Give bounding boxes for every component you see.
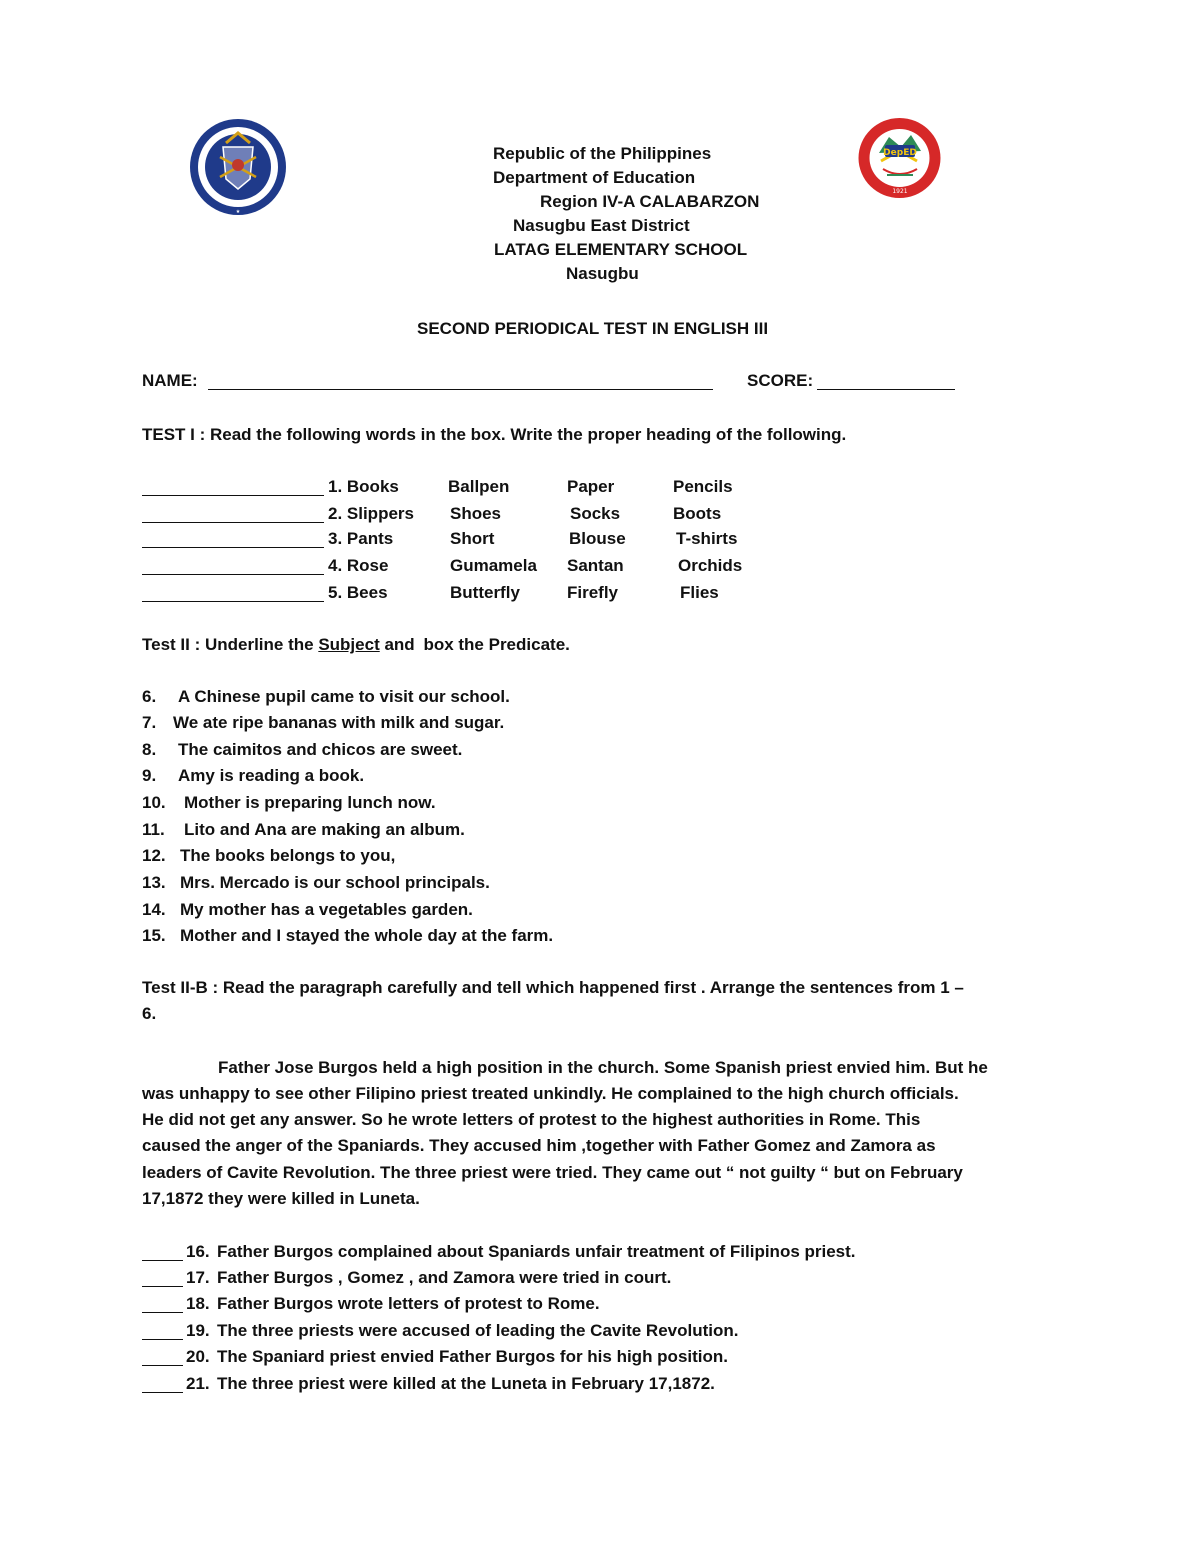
paragraph-line: Father Jose Burgos held a high position in the church. Some Spanish priest envied him. But he	[218, 1058, 988, 1077]
test1-word: Pencils	[673, 477, 733, 496]
sentence-item: Mother is preparing lunch now.	[184, 793, 436, 812]
sentence-item: Lito and Ana are making an album.	[184, 820, 465, 839]
page-title: SECOND PERIODICAL TEST IN ENGLISH III	[417, 319, 769, 338]
right-seal-year: 1921	[892, 188, 908, 195]
item-number: 18.	[186, 1294, 210, 1313]
test1-item: 3. Pants	[328, 529, 394, 548]
header-region: Region IV-A CALABARZON	[540, 192, 760, 211]
sequence-item: Father Burgos wrote letters of protest to Rome.	[217, 1294, 600, 1313]
sentence-item: My mother has a vegetables garden.	[180, 900, 473, 919]
paragraph-line: leaders of Cavite Revolution. The three priest were tried. They came out “ not guilty “ but on February	[142, 1163, 963, 1182]
test1-word: Orchids	[678, 556, 743, 575]
sentence-item: We ate ripe bananas with milk and sugar.	[173, 713, 505, 732]
test1-word: T-shirts	[676, 529, 738, 548]
test1-word: Shoes	[450, 504, 502, 523]
svg-text:★: ★	[235, 209, 241, 215]
test1-word: Gumamela	[450, 556, 537, 575]
sentence-item: The books belongs to you,	[180, 846, 396, 865]
header-republic: Republic of the Philippines	[493, 144, 712, 163]
sequence-item: The three priests were accused of leading the Cavite Revolution.	[217, 1321, 739, 1340]
sequence-item: Father Burgos complained about Spaniards unfair treatment of Filipinos priest.	[217, 1242, 856, 1261]
test2-instruction-part: and	[384, 635, 415, 654]
sequence-answer-blank[interactable]	[142, 1348, 183, 1366]
name-label: NAME:	[142, 371, 198, 390]
test1-word: Socks	[570, 504, 621, 523]
name-field[interactable]	[208, 372, 713, 390]
item-number: 7.	[142, 713, 157, 732]
sentence-item: A Chinese pupil came to visit our school.	[178, 687, 510, 706]
test2-instruction-part: Test II : Underline the	[142, 635, 314, 654]
sentence-item: Mother and I stayed the whole day at the farm.	[180, 926, 554, 945]
heading-answer-blank[interactable]	[142, 505, 324, 523]
item-number: 13.	[142, 873, 166, 892]
test1-word: Boots	[673, 504, 722, 523]
test1-word: Short	[450, 529, 495, 548]
test1-item: 5. Bees	[328, 583, 388, 602]
sequence-answer-blank[interactable]	[142, 1243, 183, 1261]
sequence-item: The Spaniard priest envied Father Burgos for his high position.	[217, 1347, 728, 1366]
test2b-instruction: Test II-B : Read the paragraph carefully and tell which happened first . Arrange the sentences from 1 –	[142, 978, 964, 997]
test1-word: Firefly	[567, 583, 619, 602]
test1-word: Santan	[567, 556, 624, 575]
paragraph-line: was unhappy to see other Filipino priest treated unkindly. He complained to the high church officials.	[142, 1084, 959, 1103]
item-number: 10.	[142, 793, 166, 812]
item-number: 9.	[142, 766, 157, 785]
test1-item: 1. Books	[328, 477, 399, 496]
sequence-answer-blank[interactable]	[142, 1295, 183, 1313]
heading-answer-blank[interactable]	[142, 557, 324, 575]
test1-word: Butterfly	[450, 583, 520, 602]
item-number: 21.	[186, 1374, 210, 1393]
sentence-item: Mrs. Mercado is our school principals.	[180, 873, 490, 892]
deped-seal-logo	[188, 117, 288, 217]
item-number: 17.	[186, 1268, 210, 1287]
test1-item: 4. Rose	[328, 556, 389, 575]
score-label: SCORE:	[747, 371, 814, 390]
item-number: 8.	[142, 740, 157, 759]
subject-term: Subject	[318, 635, 380, 654]
test2-instruction-part: box the Predicate.	[423, 635, 570, 654]
deped-division-seal-logo	[857, 117, 942, 199]
sequence-answer-blank[interactable]	[142, 1375, 183, 1393]
sequence-item: Father Burgos , Gomez , and Zamora were tried in court.	[217, 1268, 672, 1287]
paragraph-line: caused the anger of the Spaniards. They accused him ,together with Father Gomez and Zamora as	[142, 1136, 936, 1155]
item-number: 11.	[142, 820, 165, 839]
heading-answer-blank[interactable]	[142, 530, 324, 548]
header-school: LATAG ELEMENTARY SCHOOL	[494, 240, 748, 259]
score-field[interactable]	[817, 372, 955, 390]
item-number: 6.	[142, 687, 157, 706]
test1-word: Ballpen	[448, 477, 510, 496]
sequence-answer-blank[interactable]	[142, 1269, 183, 1287]
header-department: Department of Education	[493, 168, 696, 187]
item-number: 16.	[186, 1242, 210, 1261]
right-seal-label: DepED	[883, 148, 917, 158]
item-number: 12.	[142, 846, 166, 865]
item-number: 20.	[186, 1347, 210, 1366]
paragraph-line: 17,1872 they were killed in Luneta.	[142, 1189, 420, 1208]
sequence-answer-blank[interactable]	[142, 1322, 183, 1340]
test1-word: Blouse	[569, 529, 626, 548]
test2-instruction	[142, 634, 570, 656]
paragraph-line: He did not get any answer. So he wrote letters of protest to the highest authorities in Rome. This	[142, 1110, 921, 1129]
sentence-item: Amy is reading a book.	[178, 766, 365, 785]
item-number: 15.	[142, 926, 166, 945]
test1-word: Paper	[567, 477, 615, 496]
sentence-item: The caimitos and chicos are sweet.	[178, 740, 463, 759]
heading-answer-blank[interactable]	[142, 478, 324, 496]
test1-item: 2. Slippers	[328, 504, 414, 523]
item-number: 14.	[142, 900, 166, 919]
test1-instruction: TEST I : Read the following words in the box. Write the proper heading of the following.	[142, 425, 847, 444]
header-town: Nasugbu	[566, 264, 639, 283]
header-district: Nasugbu East District	[513, 216, 690, 235]
heading-answer-blank[interactable]	[142, 584, 324, 602]
test2b-instruction-cont: 6.	[142, 1004, 157, 1023]
sequence-item: The three priest were killed at the Luneta in February 17,1872.	[217, 1374, 715, 1393]
test1-word: Flies	[680, 583, 719, 602]
item-number: 19.	[186, 1321, 210, 1340]
